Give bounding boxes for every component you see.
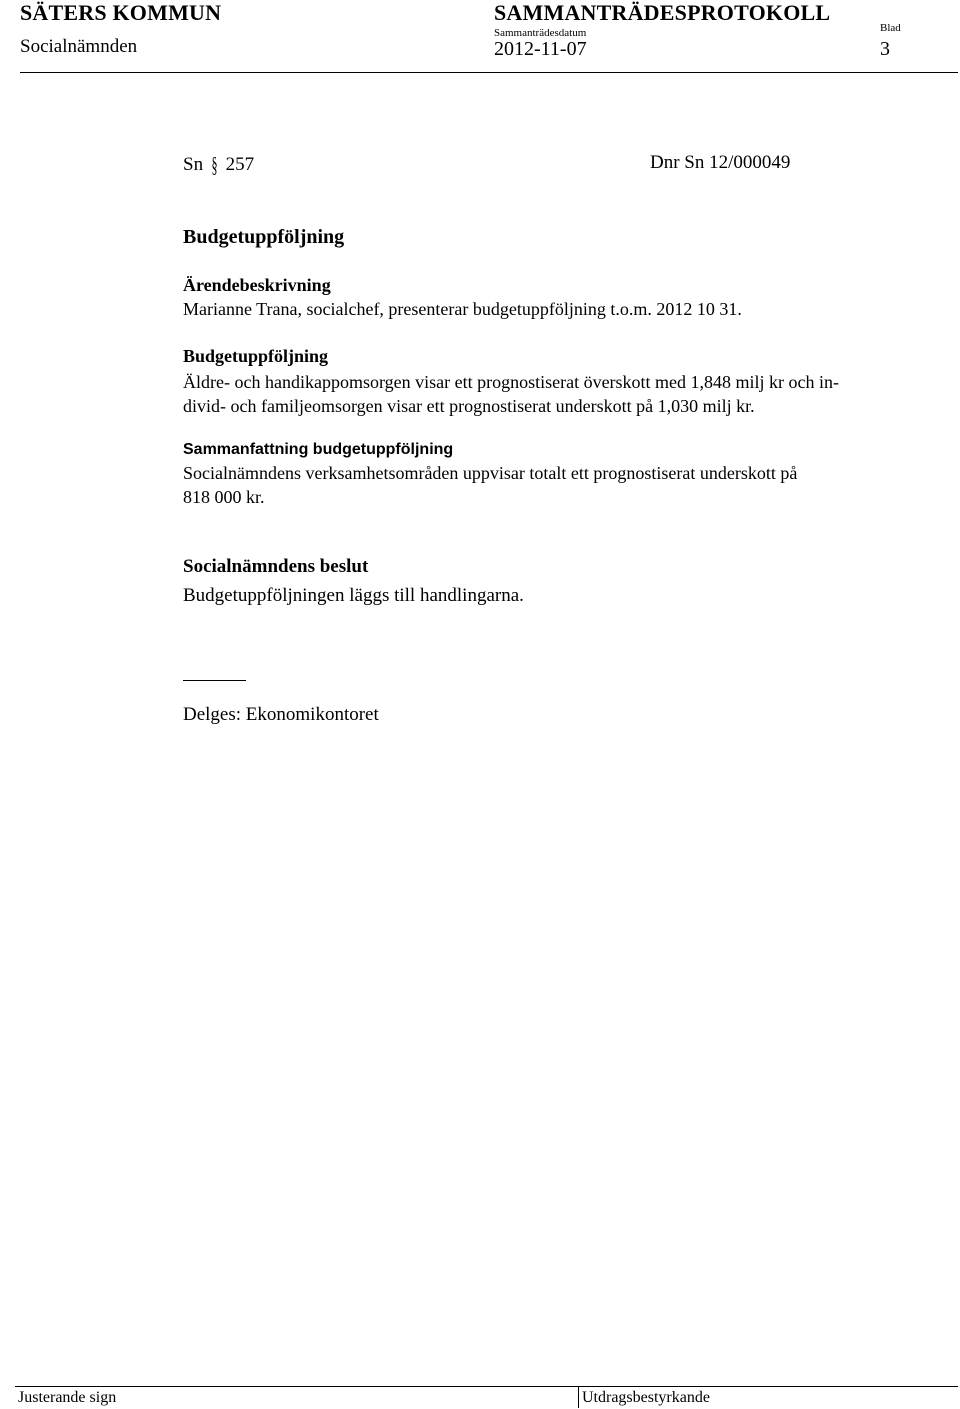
document-type: SAMMANTRÄDESPROTOKOLL xyxy=(494,0,831,25)
page-label: Blad xyxy=(880,22,901,34)
organization-name: SÄTERS KOMMUN xyxy=(20,0,222,25)
separator-line xyxy=(183,680,246,681)
case-title: Budgetuppföljning xyxy=(183,226,345,248)
budget-text xyxy=(183,370,923,418)
decision-heading: Socialnämndens beslut xyxy=(183,556,369,577)
summary-text xyxy=(183,461,923,509)
footer-adjuster-sign: Justerande sign xyxy=(18,1389,117,1406)
distribution-note: Delges: Ekonomikontoret xyxy=(183,704,379,725)
summary-text-line: Socialnämndens verksamhetsområden uppvisar totalt ett prognostiserat underskott på xyxy=(183,463,798,483)
budget-text-line: Äldre- och handikappomsorgen visar ett prognostiserat överskott med 1,848 milj kr och in- xyxy=(183,372,840,392)
committee-name: Socialnämnden xyxy=(20,36,138,57)
footer-divider xyxy=(15,1386,958,1387)
case-number: 257 xyxy=(225,154,255,175)
diary-number: Dnr Sn 12/000049 xyxy=(650,152,791,173)
summary-text-line: 818 000 kr. xyxy=(183,487,265,507)
description-heading: Ärendebeskrivning xyxy=(183,275,331,295)
budget-heading: Budgetuppföljning xyxy=(183,346,329,366)
header-divider xyxy=(20,72,958,73)
case-paragraph xyxy=(183,152,254,178)
budget-text-line: divid- och familjeomsorgen visar ett prognostiserat underskott på 1,030 milj kr. xyxy=(183,396,755,416)
description-text: Marianne Trana, socialchef, presenterar budgetuppföljning t.o.m. 2012 10 31. xyxy=(183,299,742,319)
decision-text: Budgetuppföljningen läggs till handlingarna. xyxy=(183,585,524,606)
date-label: Sammanträdesdatum xyxy=(494,27,587,39)
case-prefix: Sn xyxy=(183,154,204,175)
footer-certification: Utdragsbestyrkande xyxy=(582,1389,710,1406)
footer-column-divider xyxy=(578,1386,579,1408)
meeting-date: 2012-11-07 xyxy=(494,38,587,60)
paragraph-symbol: § xyxy=(211,152,218,177)
page-number: 3 xyxy=(880,38,890,60)
summary-heading: Sammanfattning budgetuppföljning xyxy=(183,441,454,458)
